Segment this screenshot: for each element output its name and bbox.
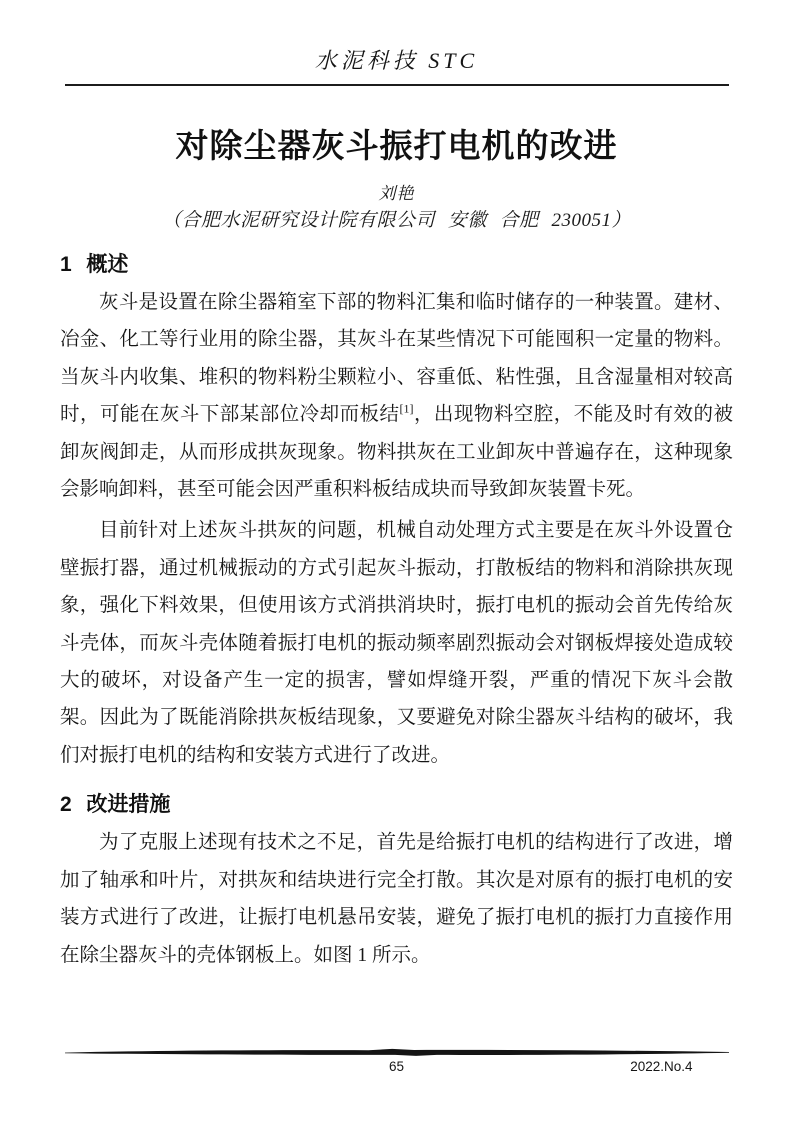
paragraph — [60, 284, 733, 508]
paragraph-text: 灰斗是设置在除尘器箱室下部的物料汇集和临时储存的一种装置。建材、冶金、化工等行业用的除尘器，其灰斗在某些情况下可能囤积一定量的物料。当灰斗内收集、堆积的物料粉尘颗粒小、容重低、粘性强，且含湿量相对较高时，可能在灰斗下部某部位冷却而板结 — [60, 292, 733, 426]
author-name: 刘艳 — [378, 184, 415, 203]
section-title: 改进措施 — [86, 793, 171, 817]
author-affiliation: （合肥水泥研究设计院有限公司 安徽 合肥 230051） — [161, 210, 632, 231]
section-title: 概述 — [86, 253, 129, 276]
header-rule — [65, 84, 729, 86]
article-title: 对除尘器灰斗振打电机的改进 — [175, 129, 618, 165]
section-number: 2 — [60, 793, 72, 817]
issue-label: 2022.No.4 — [630, 1059, 693, 1074]
footer-meta — [65, 1057, 729, 1077]
section-heading-improvements — [60, 790, 733, 820]
page-footer — [0, 1048, 793, 1077]
section-number: 1 — [60, 253, 72, 276]
paragraph: 为了克服上述现有技术之不足，首先是给振打电机的结构进行了改进，增加了轴承和叶片，对拱灰和结块进行完全打散。其次是对原有的振打电机的安装方式进行了改进，让振打电机悬吊安装，避免了振打电机的振打力直接作用在除尘器灰斗的壳体钢板上。如图 1 所示。 — [60, 832, 733, 966]
paragraph-text: ，出现物料空腔，不能及时有效的被卸灰阀卸走，从而形成拱灰现象。物料拱灰在工业卸灰中普遍存在，这种现象会影响卸料，甚至可能会因严重积料板结成块而导致卸灰装置卡死。 — [60, 404, 733, 501]
article-body — [0, 250, 793, 974]
footer-decorative-rule — [65, 1048, 729, 1057]
section-heading-overview — [60, 250, 733, 280]
paragraph: 目前针对上述灰斗拱灰的问题，机械自动处理方式主要是在灰斗外设置仓壁振打器，通过机械振动的方式引起灰斗振动，打散板结的物料和消除拱灰现象，强化下料效果，但使用该方式消拱消块时，振打电机的振动会首先传给灰斗壳体，而灰斗壳体随着振打电机的振动频率剧烈振动会对钢板焊接处造成较大的破坏，对设备产生一定的损害，譬如焊缝开裂，严重的情况下灰斗会散架。因此为了既能消除拱灰板结现象，又要避免对除尘器灰斗结构的破坏，我们对振打电机的结构和安装方式进行了改进。 — [60, 520, 733, 766]
citation-reference: [1] — [399, 401, 414, 416]
page-number: 65 — [388, 1059, 405, 1074]
journal-header-title: 水泥科技 STC — [314, 48, 479, 73]
